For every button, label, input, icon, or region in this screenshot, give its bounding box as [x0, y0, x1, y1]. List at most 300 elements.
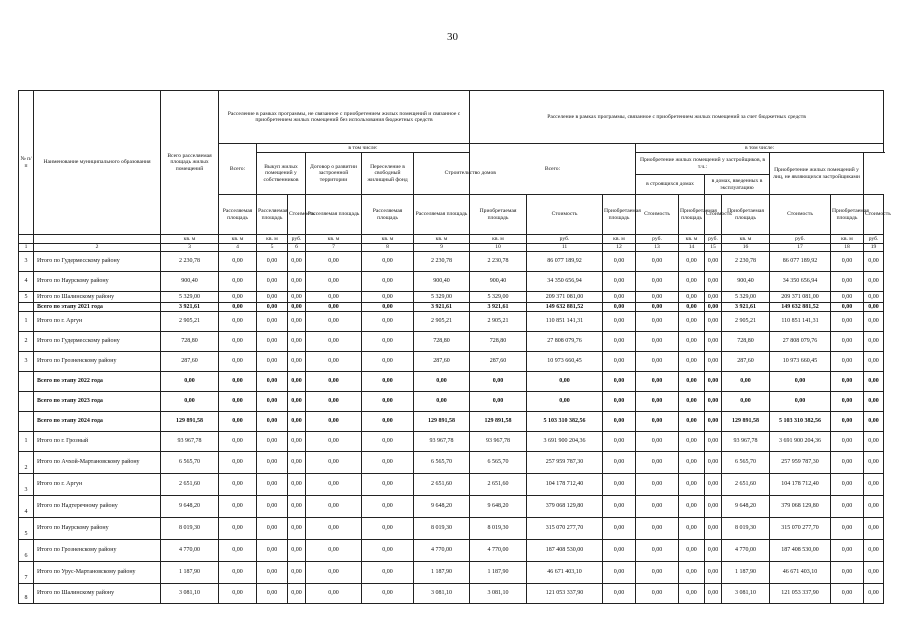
- row-value: 0,00: [679, 303, 705, 312]
- row-value: 3 081,10: [470, 584, 527, 604]
- row-value: 209 371 081,00: [527, 292, 603, 303]
- row-value: 0,00: [705, 496, 722, 518]
- row-value: 0,00: [679, 332, 705, 352]
- row-value: 8 019,30: [161, 518, 219, 540]
- header-contract: Договор о развитии застроенной территории: [306, 153, 362, 195]
- header-num: № п/п: [19, 91, 34, 235]
- row-value: 0,00: [831, 584, 864, 604]
- row-value: 0,00: [288, 584, 306, 604]
- row-value: 0,00: [288, 496, 306, 518]
- row-value: 0,00: [288, 474, 306, 496]
- row-value: 104 178 712,40: [527, 474, 603, 496]
- row-value: 2 230,78: [470, 252, 527, 272]
- row-name: Итого по Гудермесскому району: [34, 332, 161, 352]
- row-value: 3 921,61: [414, 303, 470, 312]
- row-value: 0,00: [705, 392, 722, 412]
- row-value: 0,00: [362, 412, 414, 432]
- row-value: 0,00: [219, 352, 257, 372]
- row-value: 0,00: [414, 392, 470, 412]
- row-value: 0,00: [864, 562, 884, 584]
- row-number: 3: [19, 252, 34, 272]
- row-value: 0,00: [679, 392, 705, 412]
- header-resettled-area5: Расселяемая площадь: [414, 195, 470, 235]
- row-value: 0,00: [864, 372, 884, 392]
- row-value: 0,00: [603, 312, 636, 332]
- row-value: 728,80: [414, 332, 470, 352]
- row-value: 0,00: [257, 312, 288, 332]
- row-value: 0,00: [362, 496, 414, 518]
- row-value: 379 068 129,80: [770, 496, 831, 518]
- row-value: 287,60: [161, 352, 219, 372]
- row-value: 0,00: [679, 540, 705, 562]
- row-number: 5: [19, 292, 34, 303]
- row-value: 0,00: [257, 496, 288, 518]
- row-value: 0,00: [306, 332, 362, 352]
- row-value: 0,00: [306, 584, 362, 604]
- header-acquired-area5: Приобретаемая площадь: [831, 195, 864, 235]
- row-value: 0,00: [219, 292, 257, 303]
- row-number: 8: [19, 584, 34, 604]
- column-number: 18: [831, 244, 864, 252]
- unit-cell-empty: [19, 235, 34, 244]
- row-value: 0,00: [288, 518, 306, 540]
- row-name: Всего по этапу 2023 года: [34, 392, 161, 412]
- row-value: 0,00: [219, 412, 257, 432]
- row-value: 129 891,58: [470, 412, 527, 432]
- row-value: 0,00: [306, 496, 362, 518]
- header-group-budget: Расселение в рамках программы, связанное с приобретением жилых помещений за счет бюджетных средств: [470, 91, 884, 144]
- column-number: 16: [722, 244, 770, 252]
- row-value: 9 648,20: [470, 496, 527, 518]
- row-value: 0,00: [288, 352, 306, 372]
- row-value: 728,80: [722, 332, 770, 352]
- header-resettled-area3: Расселяемая площадь: [306, 195, 362, 235]
- row-value: 0,00: [603, 252, 636, 272]
- row-value: 5 329,00: [722, 292, 770, 303]
- row-value: 0,00: [362, 392, 414, 412]
- row-value: 129 891,58: [722, 412, 770, 432]
- row-value: 34 350 656,94: [527, 272, 603, 292]
- header-name: Наименование муниципального образования: [34, 91, 161, 235]
- row-value: 0,00: [306, 432, 362, 452]
- row-name: Итого по Грозненскому району: [34, 540, 161, 562]
- row-value: 0,00: [257, 562, 288, 584]
- row-value: 0,00: [257, 540, 288, 562]
- row-value: 0,00: [219, 432, 257, 452]
- row-value: 3 691 900 204,36: [527, 432, 603, 452]
- row-value: 5 103 310 382,56: [527, 412, 603, 432]
- row-value: 0,00: [636, 474, 679, 496]
- column-number: 3: [161, 244, 219, 252]
- row-value: 0,00: [705, 303, 722, 312]
- row-value: 10 973 660,45: [527, 352, 603, 372]
- row-name: Всего по этапу 2024 года: [34, 412, 161, 432]
- column-number: 14: [679, 244, 705, 252]
- row-value: 0,00: [288, 392, 306, 412]
- row-value: 0,00: [603, 562, 636, 584]
- table-row: [19, 540, 884, 562]
- row-value: 187 408 530,00: [770, 540, 831, 562]
- row-number: 4: [19, 496, 34, 518]
- row-value: 0,00: [362, 540, 414, 562]
- row-value: 0,00: [831, 412, 864, 432]
- row-name: Всего по этапу 2022 года: [34, 372, 161, 392]
- row-value: 6 565,70: [470, 452, 527, 474]
- row-value: 0,00: [831, 540, 864, 562]
- table-row: [19, 584, 884, 604]
- row-value: 0,00: [527, 392, 603, 412]
- row-value: 0,00: [679, 292, 705, 303]
- table-total-row: [19, 392, 884, 412]
- row-value: 0,00: [864, 412, 884, 432]
- row-value: 1 187,90: [470, 562, 527, 584]
- row-value: 5 329,00: [414, 292, 470, 303]
- row-value: 0,00: [705, 252, 722, 272]
- row-number: 2: [19, 332, 34, 352]
- column-number: 15: [705, 244, 722, 252]
- row-value: 0,00: [636, 540, 679, 562]
- row-value: 93 967,78: [161, 432, 219, 452]
- unit-cell: кв. м: [362, 235, 414, 244]
- column-number: 7: [306, 244, 362, 252]
- row-value: 0,00: [679, 412, 705, 432]
- row-value: 0,00: [705, 412, 722, 432]
- row-value: 0,00: [257, 332, 288, 352]
- unit-cell: кв. м: [470, 235, 527, 244]
- row-value: 0,00: [362, 584, 414, 604]
- row-value: 1 187,90: [722, 562, 770, 584]
- row-name: Итого по г. Аргун: [34, 474, 161, 496]
- row-value: 0,00: [603, 292, 636, 303]
- row-value: 0,00: [603, 452, 636, 474]
- row-value: 0,00: [306, 474, 362, 496]
- row-value: 6 565,70: [414, 452, 470, 474]
- unit-cell: руб.: [770, 235, 831, 244]
- row-number: [19, 372, 34, 392]
- header-buyout: Выкуп жилых помещений у собственников: [257, 153, 306, 195]
- row-value: 315 070 277,70: [770, 518, 831, 540]
- row-value: 0,00: [705, 518, 722, 540]
- row-value: 0,00: [679, 496, 705, 518]
- header-cost2: Стоимость: [527, 195, 603, 235]
- row-value: 0,00: [362, 312, 414, 332]
- row-value: 0,00: [288, 332, 306, 352]
- header-construction: Строительство домов: [414, 153, 527, 195]
- table-row: [19, 496, 884, 518]
- row-value: 0,00: [306, 292, 362, 303]
- row-value: 0,00: [257, 584, 288, 604]
- row-value: 0,00: [257, 452, 288, 474]
- row-value: 0,00: [679, 432, 705, 452]
- row-value: 0,00: [679, 372, 705, 392]
- row-value: 0,00: [831, 518, 864, 540]
- row-value: 0,00: [288, 452, 306, 474]
- row-value: 0,00: [288, 562, 306, 584]
- table-row: [19, 272, 884, 292]
- row-value: 104 178 712,40: [770, 474, 831, 496]
- row-value: 4 770,00: [470, 540, 527, 562]
- row-name: Итого по Шалинскому району: [34, 584, 161, 604]
- row-value: 0,00: [219, 452, 257, 474]
- row-value: 0,00: [288, 432, 306, 452]
- row-name: Итого по Урус-Мартановскому району: [34, 562, 161, 584]
- row-value: 0,00: [831, 372, 864, 392]
- row-value: 0,00: [603, 518, 636, 540]
- row-value: 121 053 337,90: [527, 584, 603, 604]
- row-value: 6 565,70: [722, 452, 770, 474]
- table-row: [19, 474, 884, 496]
- row-value: 0,00: [219, 562, 257, 584]
- column-number: 17: [770, 244, 831, 252]
- header-resettled-area: Расселяемая площадь: [219, 195, 257, 235]
- table-row: [19, 352, 884, 372]
- column-number: 4: [219, 244, 257, 252]
- row-value: 0,00: [257, 252, 288, 272]
- header-cost4: Стоимость: [705, 195, 722, 235]
- row-value: 0,00: [362, 432, 414, 452]
- unit-cell: кв. м: [306, 235, 362, 244]
- header-vsego2: Всего:: [470, 144, 636, 195]
- row-value: 149 632 881,52: [770, 303, 831, 312]
- table-row: [19, 312, 884, 332]
- row-value: 257 959 787,30: [527, 452, 603, 474]
- row-value: 5 329,00: [470, 292, 527, 303]
- row-value: 0,00: [679, 272, 705, 292]
- row-value: 0,00: [831, 562, 864, 584]
- row-value: 0,00: [679, 562, 705, 584]
- row-value: 0,00: [864, 584, 884, 604]
- row-value: 0,00: [705, 312, 722, 332]
- row-value: 187 408 530,00: [527, 540, 603, 562]
- row-value: 0,00: [362, 292, 414, 303]
- header-cost: Стоимость: [288, 195, 306, 235]
- row-value: 0,00: [288, 292, 306, 303]
- row-value: 121 053 337,90: [770, 584, 831, 604]
- row-value: 0,00: [705, 562, 722, 584]
- row-value: 0,00: [306, 392, 362, 412]
- row-value: 27 808 079,76: [527, 332, 603, 352]
- row-value: 0,00: [603, 272, 636, 292]
- row-value: 10 973 660,45: [770, 352, 831, 372]
- row-value: 3 921,61: [161, 303, 219, 312]
- row-number: 3: [19, 352, 34, 372]
- row-value: 0,00: [864, 474, 884, 496]
- row-value: 93 967,78: [414, 432, 470, 452]
- row-value: 0,00: [306, 303, 362, 312]
- row-value: 0,00: [831, 432, 864, 452]
- row-value: 0,00: [705, 272, 722, 292]
- row-value: 0,00: [161, 392, 219, 412]
- row-value: 0,00: [603, 432, 636, 452]
- row-value: 0,00: [362, 352, 414, 372]
- row-value: 257 959 787,30: [770, 452, 831, 474]
- row-value: 0,00: [831, 292, 864, 303]
- row-value: 0,00: [288, 272, 306, 292]
- row-value: 9 648,20: [161, 496, 219, 518]
- row-value: 0,00: [306, 518, 362, 540]
- row-value: 0,00: [705, 352, 722, 372]
- table-total-row: [19, 412, 884, 432]
- row-value: 1 187,90: [161, 562, 219, 584]
- row-value: 3 921,61: [470, 303, 527, 312]
- row-value: 0,00: [679, 474, 705, 496]
- row-value: 0,00: [603, 332, 636, 352]
- row-value: 0,00: [219, 303, 257, 312]
- row-value: 2 905,21: [161, 312, 219, 332]
- row-name: Всего по этапу 2021 года: [34, 303, 161, 312]
- row-value: 2 651,60: [414, 474, 470, 496]
- unit-cell: кв. м: [722, 235, 770, 244]
- row-number: 6: [19, 540, 34, 562]
- row-value: 129 891,58: [414, 412, 470, 432]
- row-value: 0,00: [864, 312, 884, 332]
- unit-cell: руб.: [288, 235, 306, 244]
- header-acq-other: Приобретение жилых помещений у лиц, не являющихся застройщиками: [770, 153, 864, 195]
- row-value: 0,00: [288, 303, 306, 312]
- column-number: 19: [864, 244, 884, 252]
- row-value: 900,40: [470, 272, 527, 292]
- row-value: 2 905,21: [414, 312, 470, 332]
- header-acquired-area4: Приобретаемая площадь: [722, 195, 770, 235]
- header-vsego: Всего:: [219, 144, 257, 195]
- unit-cell: кв. м: [831, 235, 864, 244]
- row-value: 315 070 277,70: [527, 518, 603, 540]
- row-value: 0,00: [219, 312, 257, 332]
- column-number: 10: [470, 244, 527, 252]
- page-number: 30: [447, 31, 458, 43]
- row-value: 0,00: [679, 312, 705, 332]
- row-value: 0,00: [636, 352, 679, 372]
- row-value: 0,00: [219, 496, 257, 518]
- row-value: 287,60: [722, 352, 770, 372]
- row-value: 0,00: [306, 312, 362, 332]
- row-value: 5 329,00: [161, 292, 219, 303]
- row-value: 4 770,00: [414, 540, 470, 562]
- table-total-row: [19, 372, 884, 392]
- row-value: 0,00: [864, 252, 884, 272]
- row-value: 0,00: [362, 474, 414, 496]
- row-name: Итого по Наурскому району: [34, 272, 161, 292]
- unit-cell: руб.: [705, 235, 722, 244]
- row-value: 0,00: [362, 303, 414, 312]
- row-value: 0,00: [636, 432, 679, 452]
- row-value: 6 565,70: [161, 452, 219, 474]
- header-in-construction: в строящихся домах: [636, 175, 705, 195]
- row-value: 3 921,61: [722, 303, 770, 312]
- row-value: 0,00: [288, 312, 306, 332]
- row-value: 110 851 141,31: [527, 312, 603, 332]
- row-value: 0,00: [636, 562, 679, 584]
- row-value: 1 187,90: [414, 562, 470, 584]
- row-value: 8 019,30: [414, 518, 470, 540]
- row-value: 0,00: [679, 352, 705, 372]
- row-value: 5 103 310 382,56: [770, 412, 831, 432]
- header-in-that-number: в том числе:: [257, 144, 470, 153]
- row-value: 728,80: [470, 332, 527, 352]
- row-value: 0,00: [864, 540, 884, 562]
- column-number: 12: [603, 244, 636, 252]
- row-value: 900,40: [722, 272, 770, 292]
- row-value: 0,00: [257, 372, 288, 392]
- header-acquired-area: Приобретаемая площадь: [470, 195, 527, 235]
- row-value: 0,00: [219, 392, 257, 412]
- row-value: 0,00: [831, 332, 864, 352]
- row-value: 93 967,78: [470, 432, 527, 452]
- column-number: 13: [636, 244, 679, 252]
- row-value: 2 905,21: [470, 312, 527, 332]
- row-value: 27 808 079,76: [770, 332, 831, 352]
- row-value: 4 770,00: [161, 540, 219, 562]
- row-value: 287,60: [414, 352, 470, 372]
- header-cost5: Стоимость: [770, 195, 831, 235]
- row-value: 0,00: [636, 452, 679, 474]
- row-value: 0,00: [636, 584, 679, 604]
- row-value: 0,00: [257, 392, 288, 412]
- row-value: 46 671 403,10: [527, 562, 603, 584]
- row-value: 0,00: [603, 540, 636, 562]
- row-value: 0,00: [219, 252, 257, 272]
- row-value: 0,00: [603, 352, 636, 372]
- row-value: 0,00: [831, 496, 864, 518]
- row-value: 129 891,58: [161, 412, 219, 432]
- column-number: 1: [19, 244, 34, 252]
- row-value: 0,00: [219, 584, 257, 604]
- row-value: 0,00: [864, 272, 884, 292]
- row-value: 0,00: [679, 452, 705, 474]
- row-value: 3 081,10: [161, 584, 219, 604]
- row-value: 0,00: [306, 412, 362, 432]
- row-value: 0,00: [831, 312, 864, 332]
- column-number: 11: [527, 244, 603, 252]
- row-value: 0,00: [288, 412, 306, 432]
- row-number: 3: [19, 474, 34, 496]
- row-value: 0,00: [257, 272, 288, 292]
- row-value: 0,00: [603, 496, 636, 518]
- row-value: 2 651,60: [161, 474, 219, 496]
- row-value: 2 651,60: [722, 474, 770, 496]
- row-name: Итого по г. Аргун: [34, 312, 161, 332]
- row-value: 0,00: [636, 372, 679, 392]
- row-value: 0,00: [362, 252, 414, 272]
- row-value: 0,00: [636, 518, 679, 540]
- table-row: [19, 292, 884, 303]
- row-value: 379 068 129,80: [527, 496, 603, 518]
- row-value: 0,00: [288, 540, 306, 562]
- table-row: [19, 518, 884, 540]
- row-value: 2 651,60: [470, 474, 527, 496]
- row-value: 0,00: [603, 303, 636, 312]
- row-value: 0,00: [257, 518, 288, 540]
- column-number: 9: [414, 244, 470, 252]
- row-value: 3 691 900 204,36: [770, 432, 831, 452]
- header-resettled-area2: Расселяемая площадь: [257, 195, 288, 235]
- row-value: 287,60: [470, 352, 527, 372]
- row-value: 0,00: [864, 392, 884, 412]
- row-value: 0,00: [864, 303, 884, 312]
- row-value: 0,00: [705, 584, 722, 604]
- row-value: 0,00: [306, 540, 362, 562]
- row-value: 0,00: [219, 372, 257, 392]
- row-value: 0,00: [306, 452, 362, 474]
- row-value: 0,00: [705, 474, 722, 496]
- row-value: 2 905,21: [722, 312, 770, 332]
- table-row: [19, 562, 884, 584]
- row-number: 4: [19, 272, 34, 292]
- row-name: Итого по Ачхой-Мартановскому району: [34, 452, 161, 474]
- header-in-that-number2: в том числе:: [636, 144, 884, 153]
- header-cost3: Стоимость: [636, 195, 679, 235]
- row-value: 0,00: [470, 392, 527, 412]
